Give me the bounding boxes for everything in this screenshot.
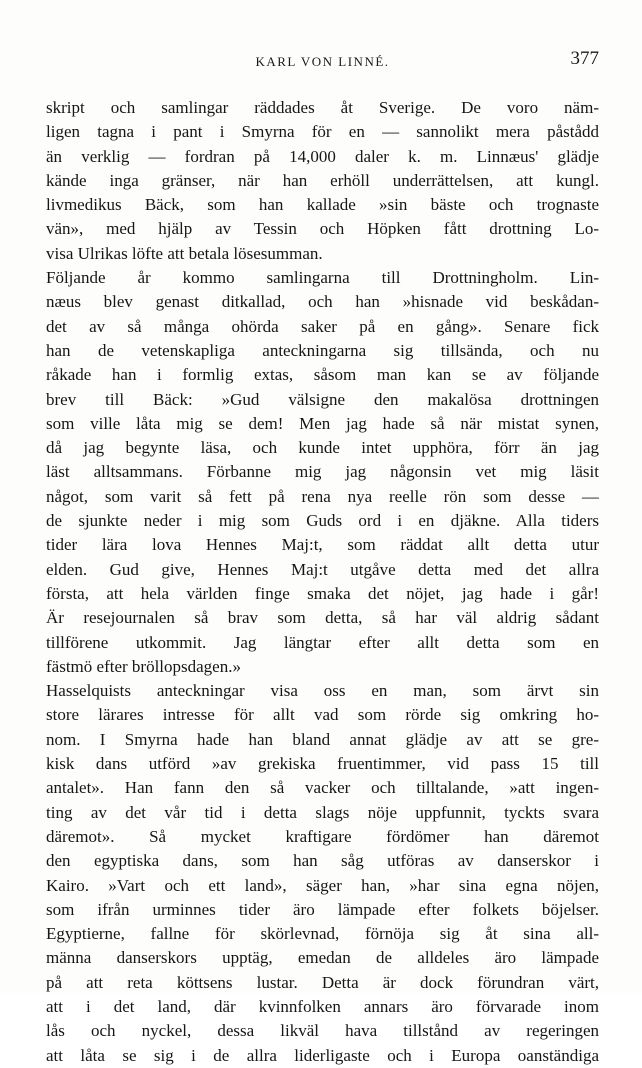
text-line: han de vetenskapliga anteckningarna sig tillsända, och nu bbox=[46, 340, 599, 360]
text-line: däremot». Så mycket kraftigare fördömer han däremot bbox=[46, 826, 599, 846]
running-head: KARL VON LINNÉ. bbox=[255, 54, 390, 69]
text-line: visa Ulrikas löfte att betala lösesumman. bbox=[46, 243, 323, 263]
text-line: Egyptierne, fallne för skörlevnad, förnöja sig åt sina all- bbox=[46, 924, 599, 944]
text-line: antalet». Han fann den så vacker och tilltalande, »att ingen- bbox=[46, 778, 599, 798]
text-line: næus blev genast ditkallad, och han »hisnade vid beskådan- bbox=[46, 292, 599, 312]
text-line: livmedikus Bäck, som han kallade »sin bäste och trognaste bbox=[46, 195, 599, 215]
text-line: den egyptiska dans, som han såg utföras av danserskor i bbox=[46, 851, 599, 871]
text-line: fästmö efter bröllopsdagen.» bbox=[46, 656, 241, 676]
text-line: som ville låta mig se dem! Men jag hade så när mistat synen, bbox=[46, 413, 599, 433]
text-line: vän», med hjälp av Tessin och Höpken fått drottning Lo- bbox=[46, 219, 599, 239]
text-line: skript och samlingar räddades åt Sverige. De voro näm- bbox=[46, 98, 599, 117]
text-line: Är resejournalen så brav som detta, så har väl aldrig sådant bbox=[46, 608, 599, 628]
text-line: store lärares intresse för allt vad som rörde sig omkring ho- bbox=[46, 705, 599, 725]
text-line: ligen tagna i pant i Smyrna för en — sannolikt mera påstådd bbox=[46, 122, 599, 142]
text-line: på att reta köttsens lustar. Detta är dock förundran värt, bbox=[46, 972, 599, 992]
text-line: än verklig — fordran på 14,000 daler k. m. Linnæus' glädje bbox=[46, 146, 599, 166]
page-header bbox=[46, 48, 599, 74]
text-line: att låta se sig i de allra liderligaste och i Europa oanständiga bbox=[46, 1045, 599, 1065]
text-line: som ifrån urminnes tider äro lämpade efter folkets böjelser. bbox=[46, 899, 599, 919]
text-line: det av så många ohörda saker på en gång». Senare fick bbox=[46, 316, 599, 336]
text-line: läst alltsammans. Förbanne mig jag någonsin vet mig läsit bbox=[46, 462, 599, 482]
page-number: 377 bbox=[570, 48, 599, 69]
text-line: Kairo. »Vart och ett land», säger han, »har sina egna nöjen, bbox=[46, 875, 599, 895]
text-line: nom. I Smyrna hade han bland annat glädje av att se gre- bbox=[46, 729, 599, 749]
text-line: kände inga gränser, när han erhöll underrättelsen, att kungl. bbox=[46, 170, 599, 190]
text-line: då jag begynte läsa, och kunde intet upphöra, förr än jag bbox=[46, 438, 599, 458]
body-text bbox=[46, 96, 599, 1068]
text-line: råkade han i formlig extas, såsom man kan se av följande bbox=[46, 365, 599, 385]
text-line: första, att hela världen finge smaka det nöjet, jag hade i går! bbox=[46, 583, 599, 603]
text-line: de sjunkte neder i mig som Guds ord i en djäkne. Alla tiders bbox=[46, 511, 599, 531]
text-line: männa danserskors upptäg, emedan de alldeles äro lämpade bbox=[46, 948, 599, 968]
text-line: Hasselquists anteckningar visa oss en man, som ärvt sin bbox=[46, 681, 599, 701]
text-line: tillförene utkommit. Jag längtar efter allt detta som en bbox=[46, 632, 599, 652]
text-line: brev till Bäck: »Gud välsigne den makalösa drottningen bbox=[46, 389, 599, 409]
text-line: att i det land, där kvinnfolken annars äro förvarade inom bbox=[46, 996, 599, 1016]
text-line: något, som varit så fett på rena nya reelle rön som desse — bbox=[46, 486, 599, 506]
text-line: kisk dans utförd »av grekiska fruentimmer, vid pass 15 till bbox=[46, 754, 599, 774]
text-line: ting av det vår tid i detta slags nöje uppfunnit, tyckts svara bbox=[46, 802, 599, 822]
text-line: lås och nyckel, dessa likväl hava tillstånd av regeringen bbox=[46, 1021, 599, 1041]
text-line: Följande år kommo samlingarna till Drottningholm. Lin- bbox=[46, 268, 599, 288]
text-line: tider lära lova Hennes Maj:t, som räddat allt detta utur bbox=[46, 535, 599, 555]
text-line: elden. Gud give, Hennes Maj:t utgåve detta med det allra bbox=[46, 559, 599, 579]
